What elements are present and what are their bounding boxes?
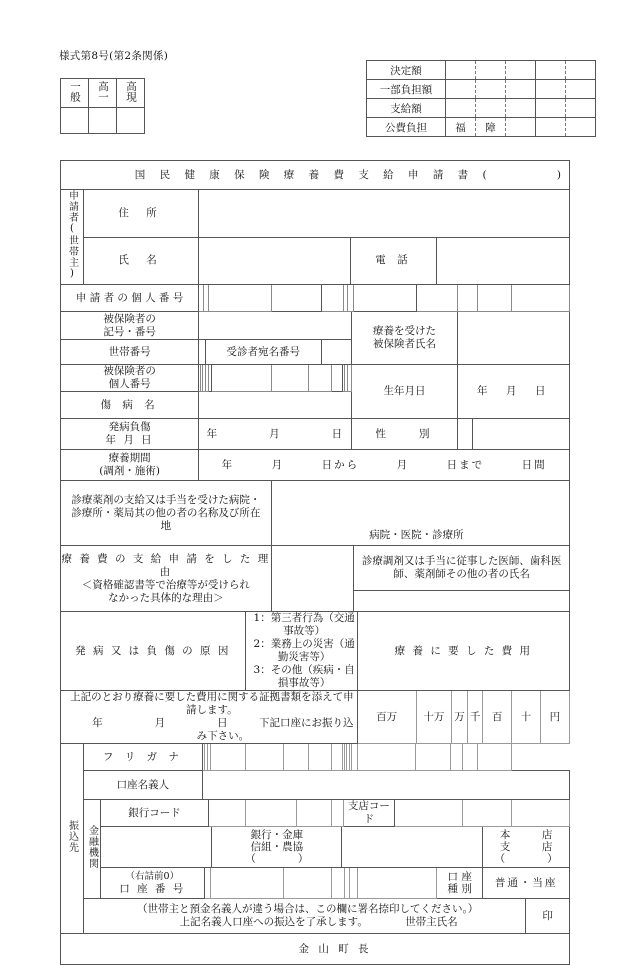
- mynumber-cell-5[interactable]: [322, 285, 344, 312]
- currency-header-juman: 十万: [416, 691, 452, 744]
- branch-name-value[interactable]: [342, 827, 483, 868]
- provider-value[interactable]: [271, 481, 569, 546]
- classification-cell-kouichi[interactable]: [89, 108, 117, 134]
- provider-label: 診療薬剤の支給又は手当を受けた病院・診療所・薬局其の他の者の名称及び所在地: [61, 481, 272, 546]
- cause-row: [61, 612, 570, 691]
- practitioner-value[interactable]: [354, 591, 570, 612]
- amount-cell-shikyu-4[interactable]: [536, 99, 566, 118]
- applicant-mynumber-row: [61, 285, 570, 312]
- applicant-address-row: [61, 190, 570, 238]
- period-row: [61, 450, 570, 481]
- furigana-label: フ リ ガ ナ: [84, 744, 203, 771]
- consent-line2: 上記名義人口座への振込を了承します。 世帯主氏名: [179, 916, 458, 928]
- currency-header-hyakuman: 百万: [357, 691, 416, 744]
- mynumber-cell-4[interactable]: [271, 285, 321, 312]
- disease-label: 傷 病 名: [61, 392, 199, 419]
- consent-signer-label[interactable]: 世帯主氏名: [405, 916, 458, 928]
- footer-row: [61, 934, 570, 965]
- bank-name-value[interactable]: [101, 827, 212, 868]
- amount-label-shikyu: 支給額: [367, 99, 446, 118]
- account-holder-label: 口座名義人: [84, 771, 203, 800]
- period-value[interactable]: 年 月 日から 月 日まで 日間: [199, 450, 570, 481]
- reason-value[interactable]: [271, 546, 354, 612]
- consent-line1: （世帯主と預金名義人が違う場合は、この欄に署名捺印してください。）: [137, 903, 479, 915]
- currency-value-juman[interactable]: [450, 744, 462, 771]
- classification-box: [60, 78, 145, 134]
- provider-type-note: 病院・医院・診療所: [369, 529, 464, 541]
- provider-row: [61, 481, 570, 546]
- insured-symbol-label: 被保険者の 記号・番号: [61, 312, 199, 340]
- furigana-cell-4[interactable]: [211, 744, 245, 771]
- gender-label: 性 別: [352, 419, 457, 450]
- amount-row-kettei: [367, 61, 596, 80]
- account-holder-value[interactable]: [202, 771, 569, 800]
- form-title-close: ): [556, 168, 561, 181]
- insured-symbol-row: [61, 312, 570, 340]
- footer-addressee: 金 山 町 長: [61, 934, 570, 965]
- branch-code-label: 支店コード: [343, 800, 394, 827]
- amount-cell-ichibu-1[interactable]: [446, 80, 476, 99]
- furigana-cell-14[interactable]: [357, 744, 415, 771]
- mynumber-cell-10[interactable]: [457, 285, 478, 312]
- amount-cell-shikyu-2[interactable]: [476, 99, 506, 118]
- account-number-cell-7[interactable]: [357, 868, 436, 899]
- cause-option-2[interactable]: 2：業務上の災害（通勤災害等）: [253, 638, 355, 663]
- form-number: 様式第8号(第2条関係): [59, 50, 169, 62]
- insured-symbol-value[interactable]: [199, 312, 352, 340]
- insured-mynumber-cell-7[interactable]: [271, 365, 309, 392]
- classification-header-kougen: 高現: [117, 79, 145, 108]
- insured-mynumber-label: 被保険者の 個人番号: [61, 365, 199, 392]
- title-row: [61, 161, 570, 190]
- address-label: 住 所: [84, 190, 199, 238]
- amount-cell-kouhi-3[interactable]: [506, 118, 536, 137]
- amount-box: [366, 60, 596, 137]
- declaration-text: [61, 691, 358, 744]
- currency-value-man[interactable]: [462, 744, 477, 771]
- account-type-value[interactable]: 普通・当座: [483, 868, 570, 899]
- amount-cell-ichibu-4[interactable]: [536, 80, 566, 99]
- account-number-cell-3[interactable]: [284, 868, 332, 899]
- amount-cell-kettei-2[interactable]: [476, 61, 506, 80]
- period-label: 療養期間 (調剤・施術): [61, 450, 199, 481]
- currency-header-hyaku: 百: [483, 691, 512, 744]
- treated-person-value[interactable]: [457, 312, 569, 365]
- consent-text: [84, 899, 526, 934]
- amount-cell-kouhi-5[interactable]: [566, 118, 596, 137]
- mynumber-cell-12[interactable]: [512, 285, 570, 312]
- expense-label: 療 養 に 要 し た 費 用: [357, 612, 569, 691]
- birthdate-value[interactable]: 年 月 日: [457, 365, 569, 419]
- declaration-line2-text: 下記口座にお振り込み下さい。: [196, 717, 354, 742]
- amount-cell-kouhi-4[interactable]: [536, 118, 566, 137]
- account-number-cell-2[interactable]: [211, 868, 284, 899]
- declaration-row: [61, 691, 570, 744]
- form-title-cell: [61, 161, 570, 190]
- amount-label-kouhi: 公費負担: [367, 118, 446, 137]
- treated-person-label: 療養を受けた 被保険者氏名: [352, 312, 457, 365]
- account-holder-row: [61, 771, 570, 800]
- reason-label: 療 養 費 の 支 給 申 請 を し た 理 由 ＜資格確認書等で治療等が受けられ なかった具体的な理由＞: [61, 546, 272, 612]
- furigana-cell-6[interactable]: [284, 744, 309, 771]
- currency-header-ju: 十: [512, 691, 541, 744]
- amount-row-ichibu: [367, 80, 596, 99]
- branch-code-cell-1[interactable]: [394, 800, 462, 827]
- mynumber-cell-9[interactable]: [416, 285, 457, 312]
- classification-header-ippan: 一般: [61, 79, 89, 108]
- cause-label: 発 病 又 は 負 傷 の 原 因: [61, 612, 246, 691]
- amount-cell-ichibu-5[interactable]: [566, 80, 596, 99]
- patient-address-number-value[interactable]: [322, 340, 352, 365]
- amount-cell-ichibu-3[interactable]: [506, 80, 536, 99]
- account-number-cell-1[interactable]: [204, 868, 211, 899]
- currency-value-hyakuman[interactable]: [415, 744, 450, 771]
- furigana-cell-8[interactable]: [332, 744, 343, 771]
- amount-cell-kettei-5[interactable]: [566, 61, 596, 80]
- applicant-side-label: 申請者(世帯主): [61, 190, 84, 285]
- amount-cell-ichibu-2[interactable]: [476, 80, 506, 99]
- main-form-table: [60, 160, 570, 965]
- furigana-cell-7[interactable]: [309, 744, 332, 771]
- amount-label-kettei: 決定額: [367, 61, 446, 80]
- bank-code-cell-4[interactable]: [332, 800, 344, 827]
- amount-cell-kettei-3[interactable]: [506, 61, 536, 80]
- tel-value[interactable]: [437, 237, 570, 285]
- amount-cell-shikyu-1[interactable]: [446, 99, 476, 118]
- bank-side-label: 振込先: [61, 744, 84, 934]
- amount-label-ichibu: 一部負担額: [367, 80, 446, 99]
- branch-kind-label[interactable]: 本 店 支 店 （ ）: [483, 827, 570, 868]
- consent-row: [61, 899, 570, 934]
- insured-mynumber-cell-8[interactable]: [309, 365, 332, 392]
- classification-value-row: [61, 108, 145, 134]
- cause-option-3[interactable]: 3：その他（疾病・自損事故等）: [253, 664, 355, 689]
- reason-row: [61, 546, 570, 591]
- seal-mark[interactable]: 印: [526, 899, 570, 934]
- bank-code-cell-3[interactable]: [296, 800, 331, 827]
- amount-cell-shikyu-5[interactable]: [566, 99, 596, 118]
- tel-label: 電 話: [350, 237, 436, 285]
- household-number-label: 世帯番号: [61, 340, 199, 365]
- mynumber-cell-8[interactable]: [354, 285, 416, 312]
- gender-blank-cell[interactable]: [457, 419, 472, 450]
- amount-row-kouhi: [367, 118, 596, 137]
- onset-value[interactable]: 年 月 日: [199, 419, 352, 450]
- amount-cell-kouhi-fuku[interactable]: 福: [446, 118, 476, 137]
- branch-code-cell-3[interactable]: [512, 800, 570, 827]
- amount-cell-shikyu-3[interactable]: [506, 99, 536, 118]
- bank-code-label: 銀行コード: [101, 800, 209, 827]
- currency-header-man: 万: [452, 691, 468, 744]
- patient-address-number-label: 受診者宛名番号: [205, 340, 322, 365]
- currency-value-sen[interactable]: [478, 744, 512, 771]
- classification-header-row: [61, 79, 145, 108]
- disease-value[interactable]: [199, 392, 352, 419]
- cause-option-1[interactable]: 1：第三者行為（交通事故等）: [253, 612, 355, 637]
- birthdate-label: 生年月日: [352, 365, 457, 419]
- classification-header-kouichi: 高一: [89, 79, 117, 108]
- insured-mynumber-row: [61, 365, 570, 392]
- declaration-line2: [61, 717, 357, 743]
- furigana-row: [61, 744, 570, 771]
- form-title: 国 民 健 康 保 険 療 養 費 支 給 申 請 書 (: [134, 168, 493, 181]
- institution-side-label: 金融機関: [84, 800, 101, 899]
- account-type-label: 口 座 種 別: [437, 868, 483, 899]
- insured-mynumber-cell-9[interactable]: [332, 365, 343, 392]
- classification-cell-kougen[interactable]: [117, 108, 145, 134]
- mynumber-cell-3[interactable]: [208, 285, 271, 312]
- insured-mynumber-cell-6[interactable]: [212, 365, 271, 392]
- declaration-line1: 上記のとおり療養に要した費用に関する証拠書類を添えて申請します。: [70, 691, 354, 716]
- gender-value[interactable]: [472, 419, 569, 450]
- address-value[interactable]: [199, 190, 570, 238]
- account-number-cell-4[interactable]: [332, 868, 345, 899]
- account-number-cell-6[interactable]: [349, 868, 357, 899]
- name-label: 氏 名: [84, 237, 199, 285]
- bank-name-row: [61, 827, 570, 868]
- amount-cell-kettei-4[interactable]: [536, 61, 566, 80]
- furigana-cell-5[interactable]: [245, 744, 284, 771]
- bank-code-row: [61, 800, 570, 827]
- applicant-name-row: [61, 237, 570, 285]
- applicant-mynumber-label: 申 請 者 の 個 人 番 号: [61, 285, 199, 312]
- amount-cell-kettei-1[interactable]: [446, 61, 476, 80]
- currency-header-sen: 千: [467, 691, 482, 744]
- bank-kind-label[interactable]: 銀行・金庫 信組・農協 （ ）: [212, 827, 342, 868]
- name-value[interactable]: [199, 237, 351, 285]
- declaration-date[interactable]: 年 月 日: [92, 717, 230, 729]
- account-number-label: （右詰前0） 口 座 番 号: [101, 868, 205, 899]
- mynumber-cell-11[interactable]: [478, 285, 512, 312]
- bank-code-cell-2[interactable]: [245, 800, 296, 827]
- amount-row-shikyu: [367, 99, 596, 118]
- currency-header-en: 円: [540, 691, 569, 744]
- onset-row: [61, 419, 570, 450]
- amount-cell-kouhi-shou[interactable]: 障: [476, 118, 506, 137]
- account-number-row: [61, 868, 570, 899]
- classification-cell-ippan[interactable]: [61, 108, 89, 134]
- bank-code-cell-1[interactable]: [208, 800, 245, 827]
- branch-code-cell-2[interactable]: [462, 800, 511, 827]
- onset-label: 発病負傷 年 月 日: [61, 419, 199, 450]
- cause-options[interactable]: [245, 612, 357, 691]
- practitioner-label: 診療調剤又は手当に従事した医師、歯科医師、薬剤師その他の者の氏名: [354, 546, 570, 591]
